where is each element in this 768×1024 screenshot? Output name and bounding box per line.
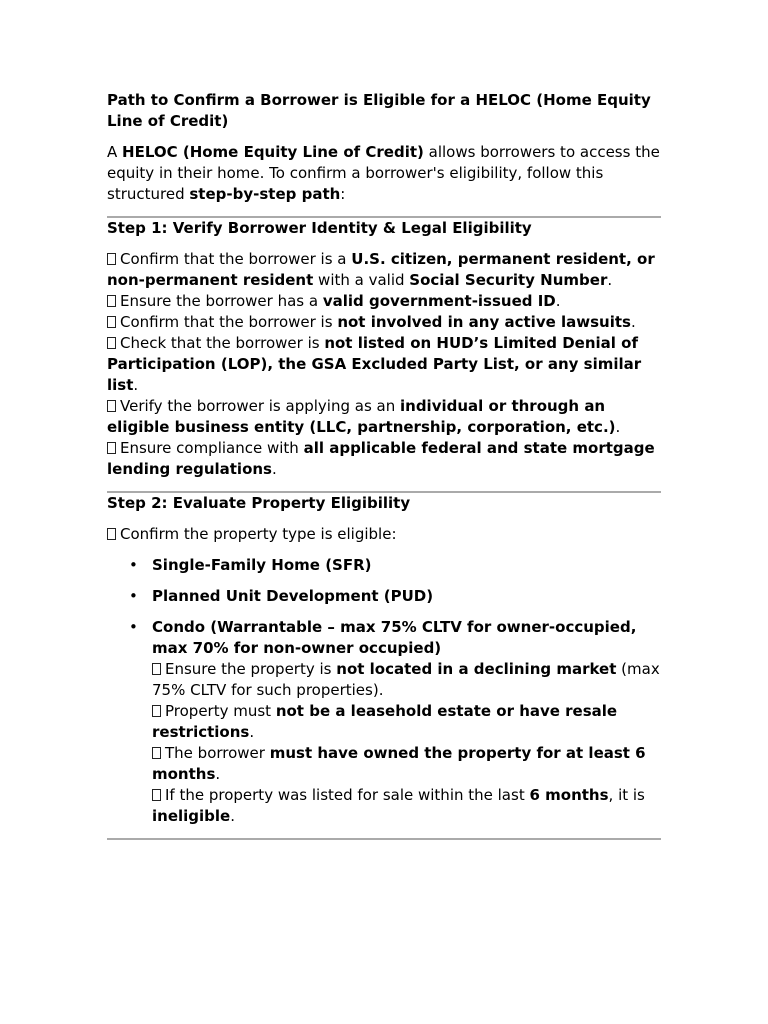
item-bold: U.S. citizen, permanent resident, or non-permanent resident	[107, 250, 655, 289]
sub-checklist-item	[152, 701, 661, 743]
checklist-item	[107, 249, 661, 291]
item-bold: Social Security Number	[409, 271, 608, 289]
sub-checklist-item	[152, 785, 661, 827]
document-title: Path to Confirm a Borrower is Eligible for a HELOC (Home Equity Line of Credit)	[107, 91, 651, 130]
item-bold: not located in a declining market	[336, 660, 617, 678]
checklist-item	[107, 291, 661, 312]
item-text: Ensure compliance with	[120, 439, 304, 457]
item-bold: all applicable federal and state mortgage lending regulations	[107, 439, 655, 478]
item-bold: valid government-issued ID	[322, 292, 556, 310]
step2-lead	[107, 524, 661, 545]
checkbox-icon	[152, 663, 161, 675]
item-bold: individual or through an eligible business entity (LLC, partnership, corporation, etc.)	[107, 397, 616, 436]
item-bold: not listed on HUD’s Limited Denial of Participation (LOP), the GSA Excluded Party List, or any similar list	[107, 334, 642, 394]
item-text: .	[215, 765, 221, 783]
item-text: .	[555, 292, 561, 310]
item-bold: 6 months	[529, 786, 609, 804]
sub-checklist-item	[152, 659, 661, 701]
list-item	[129, 555, 661, 576]
item-bold: must have owned the property for at least 6 months	[152, 744, 646, 783]
checklist-item	[107, 396, 661, 438]
item-text: If the property was listed for sale within the last	[165, 786, 530, 804]
intro-paragraph	[107, 142, 661, 205]
item-text: .	[615, 418, 621, 436]
checklist-item	[107, 438, 661, 480]
item-text: .	[630, 313, 636, 331]
step2-heading: Step 2: Evaluate Property Eligibility	[107, 494, 411, 512]
property-type: Planned Unit Development (PUD)	[152, 587, 434, 605]
intro-text: :	[340, 185, 346, 203]
checkbox-icon	[107, 337, 116, 349]
list-item	[129, 617, 661, 827]
item-text: (max 75% CLTV for such properties).	[152, 660, 660, 699]
item-bold: not be a leasehold estate or have resale restrictions	[152, 702, 618, 741]
item-bold: ineligible	[152, 807, 231, 825]
bullet-icon: •	[129, 618, 138, 636]
bullet-icon: •	[129, 587, 138, 605]
property-type: Condo (Warrantable – max 75% CLTV for owner-occupied, max 70% for non-owner occupied)	[152, 618, 637, 657]
item-bold: not involved in any active lawsuits	[337, 313, 631, 331]
step1-checklist	[107, 249, 661, 480]
checkbox-icon	[107, 253, 116, 265]
item-text: Property must	[165, 702, 276, 720]
item-text: Check that the borrower is	[120, 334, 325, 352]
item-text: Confirm the property type is eligible:	[120, 525, 397, 543]
intro-text: A	[107, 143, 123, 161]
property-type-list	[107, 555, 661, 827]
item-text: Confirm that the borrower is a	[120, 250, 352, 268]
item-text: Ensure the borrower has a	[120, 292, 323, 310]
sub-checklist-item	[152, 743, 661, 785]
checkbox-icon	[107, 295, 116, 307]
document-page	[107, 90, 661, 840]
item-text: Confirm that the borrower is	[120, 313, 338, 331]
item-text: .	[607, 271, 613, 289]
checkbox-icon	[152, 747, 161, 759]
item-text: with a valid	[313, 271, 410, 289]
item-text: .	[272, 460, 277, 478]
item-text: .	[249, 723, 255, 741]
checklist-item	[107, 524, 661, 545]
item-text: The borrower	[165, 744, 270, 762]
item-text: Verify the borrower is applying as an	[120, 397, 400, 415]
intro-bold: HELOC (Home Equity Line of Credit)	[122, 143, 424, 161]
list-item	[129, 586, 661, 607]
checkbox-icon	[107, 442, 116, 454]
item-text: Ensure the property is	[165, 660, 337, 678]
checkbox-icon	[107, 316, 116, 328]
step1-heading: Step 1: Verify Borrower Identity & Legal Eligibility	[107, 219, 532, 237]
item-text: , it is	[608, 786, 645, 804]
property-type: Single-Family Home (SFR)	[152, 556, 372, 574]
checkbox-icon	[107, 528, 116, 540]
item-text: .	[133, 376, 139, 394]
checklist-item	[107, 312, 661, 333]
checkbox-icon	[152, 789, 161, 801]
checkbox-icon	[152, 705, 161, 717]
section-divider	[107, 838, 661, 840]
item-text: .	[230, 807, 235, 825]
intro-text: allows borrowers to access the equity in their home. To confirm a borrower's eligibility, follow this structured	[107, 143, 660, 203]
checkbox-icon	[107, 400, 116, 412]
bullet-icon: •	[129, 556, 138, 574]
checklist-item	[107, 333, 661, 396]
intro-bold: step-by-step path	[189, 185, 341, 203]
